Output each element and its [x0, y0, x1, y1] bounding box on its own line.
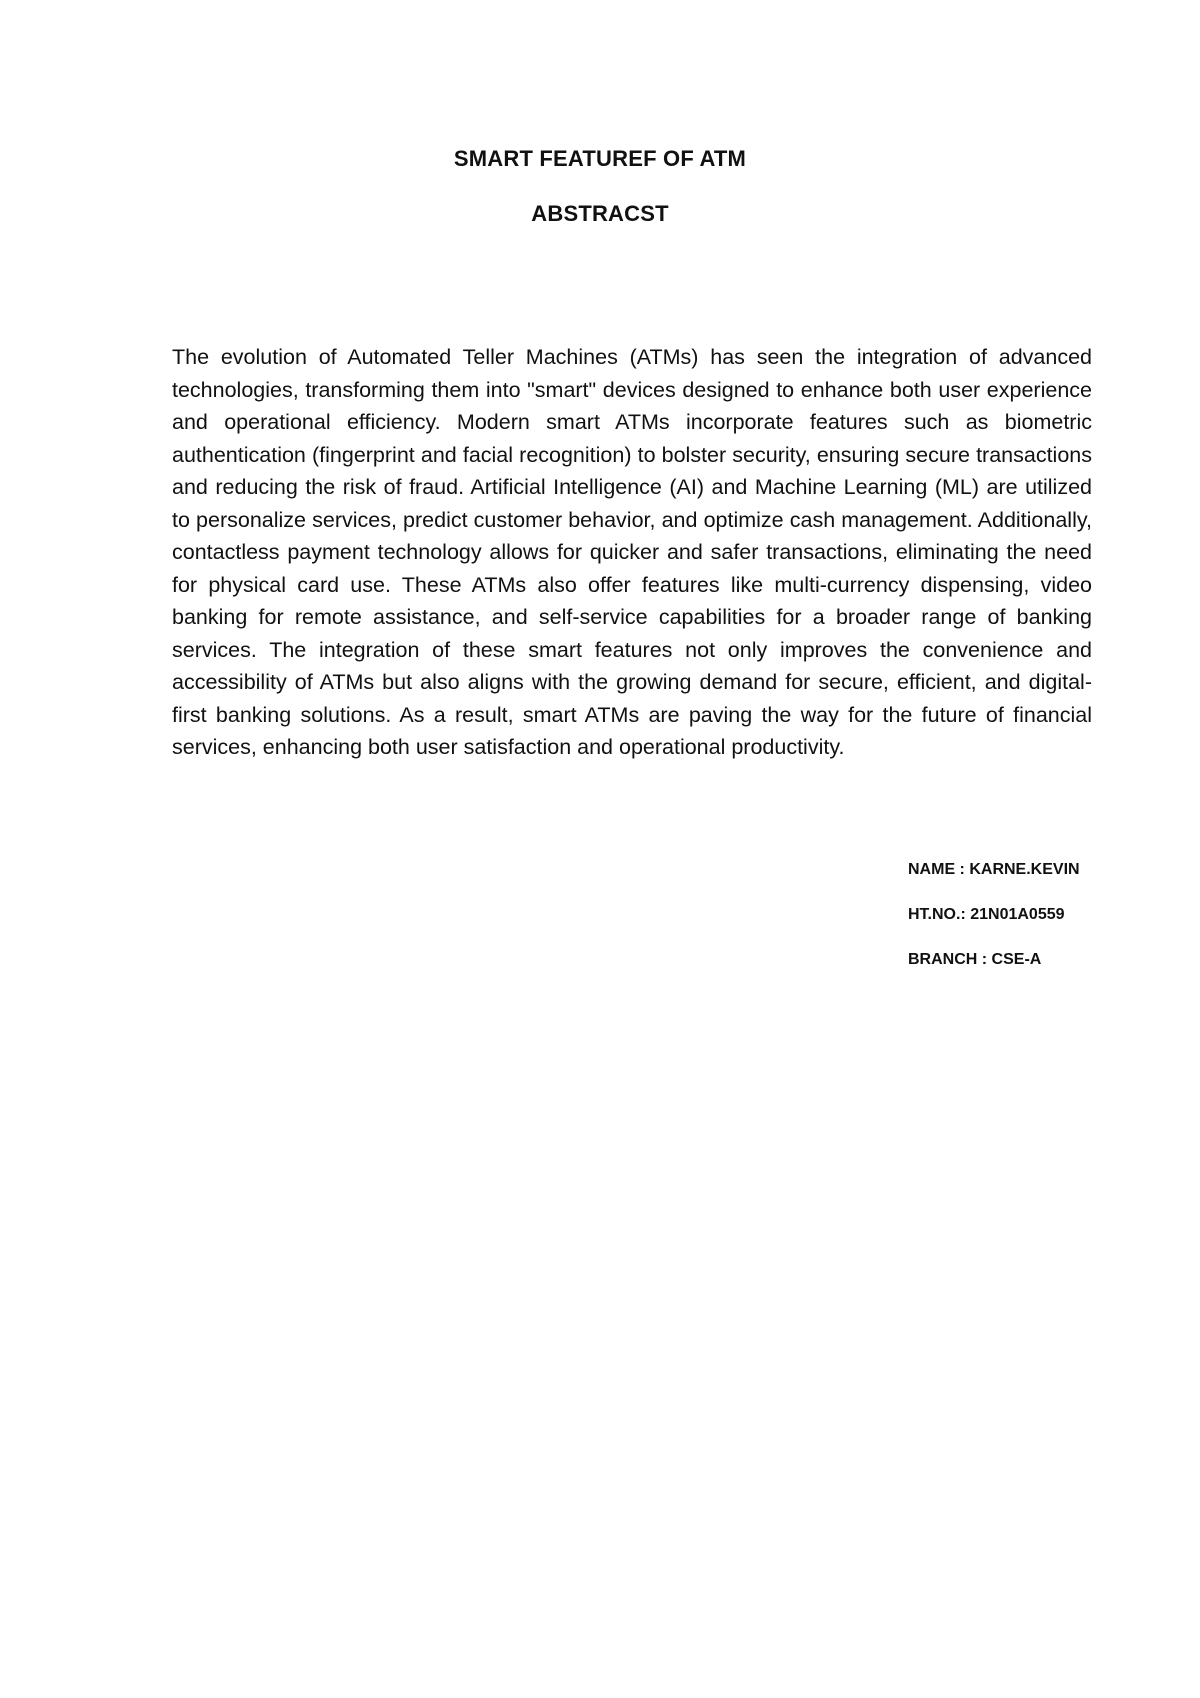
author-name: NAME : KARNE.KEVIN	[908, 861, 1080, 878]
branch: BRANCH : CSE-A	[908, 951, 1042, 968]
abstract-paragraph: The evolution of Automated Teller Machines (ATMs) has seen the integration of advanced technologies, transforming them into "smart" devices designed to enhance both user experience and operational efficiency. Modern smart ATMs incorporate features such as biometric authentication (fingerprint and facial recognition) to bolster security, ensuring secure transactions and reducing the risk of fraud. Artificial Intelligence (AI) and Machine Learning (ML) are utilized to personalize services, predict customer behavior, and optimize cash management. Additionally, contactless payment technology allows for quicker and safer transactions, eliminating the need for physical card use. These ATMs also offer features like multi-currency dispensing, video banking for remote assistance, and self-service capabilities for a broader range of banking services. The integration of these smart features not only improves the convenience and accessibility of ATMs but also aligns with the growing demand for secure, efficient, and digital-first banking solutions. As a result, smart ATMs are paving the way for the future of financial services, enhancing both user satisfaction and operational productivity.	[172, 345, 1092, 759]
hall-ticket-number: HT.NO.: 21N01A0559	[908, 906, 1065, 923]
document-title: SMART FEATUREF OF ATM	[453, 146, 747, 171]
author-info	[908, 862, 1080, 997]
abstract-heading: ABSTRACST	[531, 201, 669, 226]
